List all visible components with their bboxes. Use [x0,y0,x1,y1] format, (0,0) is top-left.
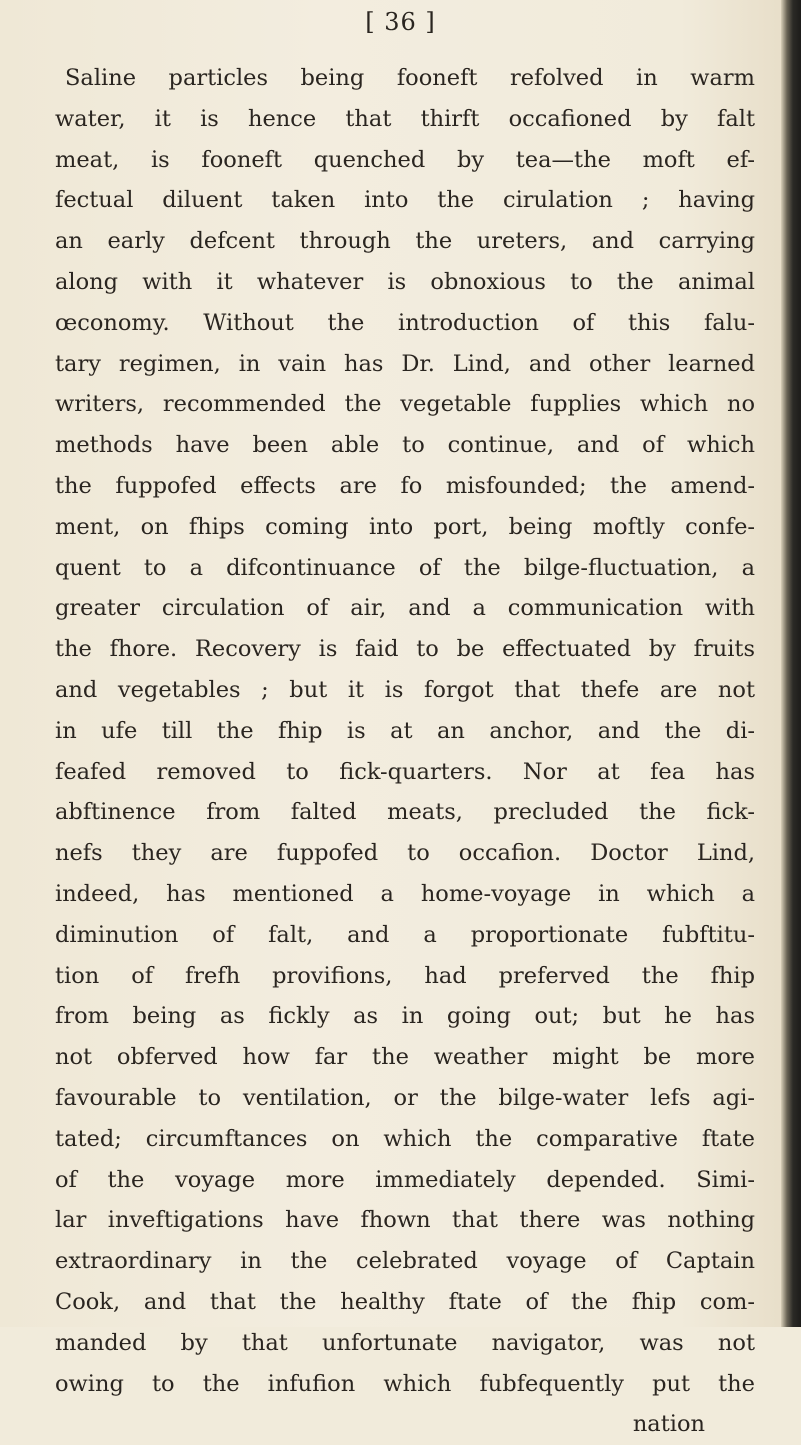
text-line: œconomy. Without the introduction of this falu- [55,309,755,336]
text-line: greater circulation of air, and a communication with [55,595,755,622]
text-line: lar inveftigations have fhown that there was nothing [55,1207,755,1234]
page-number: [ 36 ] [365,8,436,36]
text-line: extraordinary in the celebrated voyage of Captain [55,1248,755,1275]
text-line: from being as fickly as in going out; but he has [55,1003,755,1030]
text-line: methods have been able to continue, and of which [55,432,755,459]
text-line: water, it is hence that thirft occafioned by falt [55,105,755,132]
catchword: nation [632,1411,705,1438]
text-line: favourable to ventilation, or the bilge-water lefs agi- [55,1084,755,1111]
text-line: tion of frefh provifions, had preferved the fhip [55,962,755,989]
text-line: of the voyage more immediately depended. Simi- [55,1166,755,1193]
text-line: indeed, has mentioned a home-voyage in which a [55,880,755,907]
text-line: Cook, and that the healthy ftate of the fhip com- [55,1288,755,1315]
text-line: Saline particles being fooneft refolved in warm [65,65,755,91]
body-text [55,58,755,1445]
text-line: and vegetables ; but it is forgot that thefe are not [55,676,755,703]
book-binding-edge [781,0,801,1327]
text-line: feafed removed to fick-quarters. Nor at fea has [55,758,755,785]
text-line: writers, recommended the vegetable fupplies which no [55,391,755,418]
text-line: an early defcent through the ureters, and carrying [55,228,755,255]
text-line: diminution of falt, and a proportionate fubftitu- [55,921,755,948]
text-line: along with it whatever is obnoxious to the animal [55,268,755,295]
text-line: in ufe till the fhip is at an anchor, and the di- [55,717,755,744]
text-line: abftinence from falted meats, precluded the fick- [55,799,755,826]
text-line: tated; circumftances on which the comparative ftate [55,1125,755,1152]
text-line: ment, on fhips coming into port, being moftly confe- [55,513,755,540]
text-line: tary regimen, in vain has Dr. Lind, and other learned [55,350,755,377]
text-line: meat, is fooneft quenched by tea—the moft ef- [55,146,755,173]
text-line: manded by that unfortunate navigator, was not [55,1329,755,1356]
text-line: not obferved how far the weather might be more [55,1044,755,1071]
text-line: the fuppofed effects are fo misfounded; the amend- [55,472,755,499]
text-line: nefs they are fuppofed to occafion. Doctor Lind, [55,840,755,867]
text-line: the fhore. Recovery is faid to be effectuated by fruits [55,636,755,663]
text-line: fectual diluent taken into the cirulation ; having [55,187,755,214]
text-line: quent to a difcontinuance of the bilge-fluctuation, a [55,554,755,581]
text-line: owing to the infufion which fubfequently put the [55,1370,755,1397]
